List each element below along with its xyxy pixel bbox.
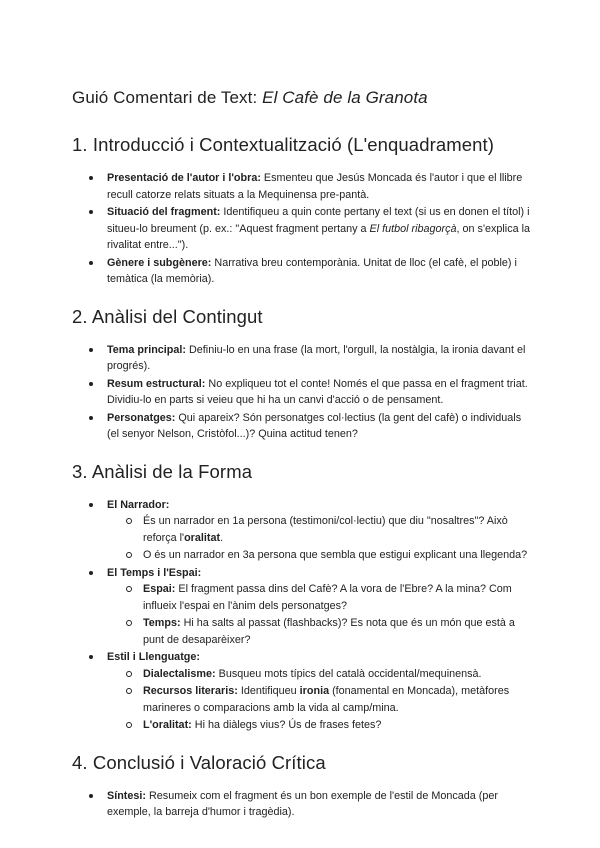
list-item: Estil i Llenguatge: Dialectalisme: Busqueu mots típics del català occidental/mequinensà. Recursos literaris: Identifiqueu ironia (fonamental en Moncada), metàfores marineres o comparacions amb la vida al camp/mina. L'oralitat: Hi ha diàlegs vius? Ús de frases fetes? <box>107 649 532 734</box>
section-list-conclusio <box>72 788 532 821</box>
title-prefix: Guió Comentari de Text: <box>72 88 263 107</box>
list-item: Presentació de l'autor i l'obra: Esmenteu que Jesús Moncada és l'autor i que el llibre recull catorze relats situats a la Mequinensa pre-pantà. <box>107 170 532 203</box>
list-item: Síntesi: Resumeix com el fragment és un bon exemple de l'estil de Moncada (per exemple, la barreja d'humor i tragèdia). <box>107 788 532 821</box>
sublist-item: Espai: El fragment passa dins del Cafè? A la vora de l'Ebre? A la mina? Com influeix l'espai en l'ànim dels personatges? <box>143 581 532 614</box>
document-page <box>72 88 532 839</box>
sublist-item: O és un narrador en 3a persona que sembla que estigui explicant una llegenda? <box>143 547 532 564</box>
sublist-temps-espai <box>107 581 532 648</box>
document-title <box>72 88 532 108</box>
sublist-item: Dialectalisme: Busqueu mots típics del català occidental/mequinensà. <box>143 666 532 683</box>
sublist-narrador <box>107 513 532 564</box>
list-item: Personatges: Qui apareix? Són personatges col·lectius (la gent del cafè) o individuals (el senyor Nelson, Cristòfol...)? Quina actitud tenen? <box>107 410 532 443</box>
section-heading-introduccio: 1. Introducció i Contextualització (L'enquadrament) <box>72 134 495 155</box>
list-item: El Narrador: És un narrador en 1a persona (testimoni/col·lectiu) que diu "nosaltres"? Això reforça l'oralitat. O és un narrador en 3a persona que sembla que estigui explicant una llegenda? <box>107 497 532 564</box>
sublist-estil <box>107 666 532 734</box>
list-item: Resum estructural: No expliqueu tot el conte! Només el que passa en el fragment triat. Dividiu-lo en parts si veieu que hi ha un canvi d'acció o de pensament. <box>107 376 532 409</box>
sublist-item: Temps: Hi ha salts al passat (flashbacks)? Es nota que és un món que està a punt de desaparèixer? <box>143 615 532 648</box>
sublist-item: És un narrador en 1a persona (testimoni/col·lectiu) que diu "nosaltres"? Això reforça l'oralitat. <box>143 513 532 546</box>
list-item: Situació del fragment: Identifiqueu a quin conte pertany el text (si us en donen el títol) i situeu-lo breument (p. ex.: "Aquest fragment pertany a El futbol ribagorçà, on s'explica la rivalitat entre..."). <box>107 204 532 254</box>
list-item: El Temps i l'Espai: Espai: El fragment passa dins del Cafè? A la vora de l'Ebre? A la mina? Com influeix l'espai en l'ànim dels personatges? Temps: Hi ha salts al passat (flashbacks)? Es nota que és un món que està a punt de desaparèixer? <box>107 565 532 649</box>
list-item: Tema principal: Definiu-lo en una frase (la mort, l'orgull, la nostàlgia, la ironia davant el progrés). <box>107 342 532 375</box>
section-list-contingut <box>72 342 532 443</box>
sublist-item: L'oralitat: Hi ha diàlegs vius? Ús de frases fetes? <box>143 717 532 734</box>
section-list-introduccio <box>72 170 532 288</box>
section-heading-conclusio: 4. Conclusió i Valoració Crítica <box>72 751 326 773</box>
section-heading-forma: 3. Anàlisi de la Forma <box>72 460 253 482</box>
section-list-forma <box>72 497 532 734</box>
section-heading-contingut: 2. Anàlisi del Contingut <box>72 305 263 327</box>
sublist-item: Recursos literaris: Identifiqueu ironia (fonamental en Moncada), metàfores marineres o comparacions amb la vida al camp/mina. <box>143 683 532 716</box>
title-work: El Cafè de la Granota <box>262 88 428 107</box>
list-item: Gènere i subgènere: Narrativa breu contemporània. Unitat de lloc (el cafè, el poble) i temàtica (la memòria). <box>107 255 532 288</box>
